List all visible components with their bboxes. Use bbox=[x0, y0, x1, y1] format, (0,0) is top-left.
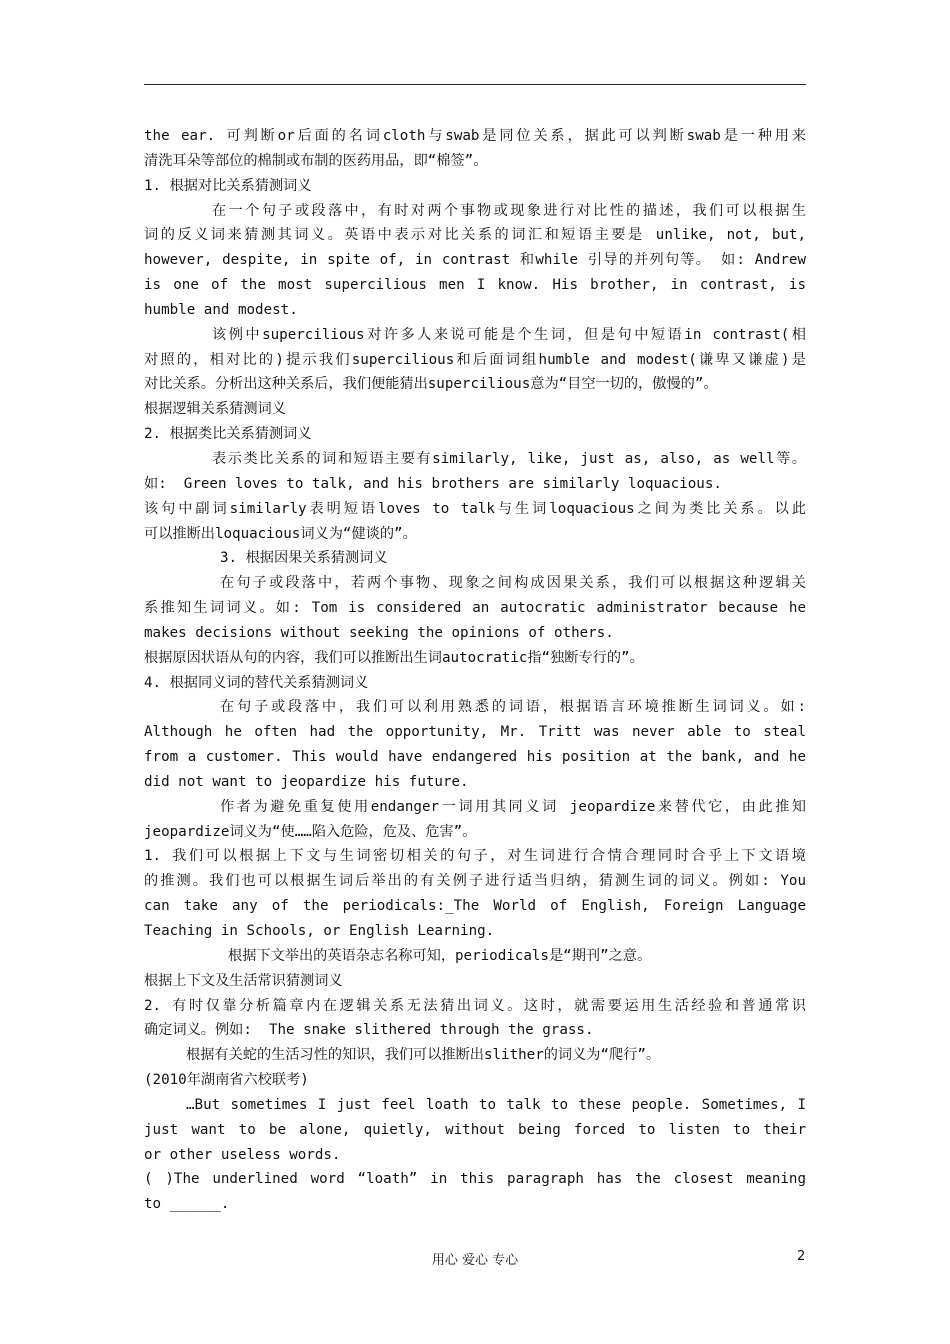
text-line: 该例中supercilious对许多人来说可能是个生词，但是句中短语in contrast(相 bbox=[212, 326, 806, 343]
text-line: 如: Green loves to talk, and his brothers are similarly loquacious. bbox=[144, 475, 722, 492]
text-line: from a customer. This would have endangered his position at the bank, and he bbox=[144, 749, 806, 766]
text-line: 1. 根据对比关系猜测词义 bbox=[144, 177, 312, 194]
text-line: however, despite, in spite of, in contrast 和while 引导的并列句等。 如: Andrew bbox=[144, 252, 806, 269]
text-line: 根据有关蛇的生活习性的知识，我们可以推断出slither的词义为“爬行”。 bbox=[186, 1047, 661, 1064]
text-line: 2. 有时仅靠分析篇章内在逻辑关系无法猜出词义。这时，就需要运用生活经验和普通常识 bbox=[144, 997, 806, 1014]
text-line: 确定词义。例如: The snake slithered through the grass. bbox=[144, 1022, 594, 1039]
text-line: (2010年湖南省六校联考) bbox=[144, 1072, 309, 1089]
text-line: Although he often had the opportunity, Mr. Tritt was never able to steal bbox=[144, 724, 806, 741]
text-line: did not want to jeopardize his future. bbox=[144, 773, 469, 790]
text-line: 作者为避免重复使用endanger一词用其同义词 jeopardize来替代它，由此推知 bbox=[220, 798, 806, 815]
text-line: jeopardize词义为“使……陷入危险，危及、危害”。 bbox=[144, 823, 477, 840]
text-line: 表示类比关系的词和短语主要有similarly, like, just as, also, as well等。 bbox=[212, 450, 806, 467]
text-line: 2. 根据类比关系猜测词义 bbox=[144, 426, 312, 443]
page-number: 2 bbox=[797, 1249, 806, 1264]
text-line: makes decisions without seeking the opinions of others. bbox=[144, 624, 614, 641]
text-line: is one of the most supercilious men I know. His brother, in contrast, is bbox=[144, 277, 806, 294]
text-line: to ______. bbox=[144, 1196, 230, 1213]
text-line: 对比关系。分析出这种关系后，我们便能猜出supercilious意为“目空一切的，傲慢的”。 bbox=[144, 376, 718, 393]
text-line: Teaching in Schools, or English Learning. bbox=[144, 923, 495, 939]
text-line: or other useless words. bbox=[144, 1146, 341, 1163]
text-line: 根据原因状语从句的内容，我们可以推断出生词autocratic指“独断专行的”。 bbox=[144, 649, 644, 666]
text-line: 在句子或段落中，若两个事物、现象之间构成因果关系，我们可以根据这种逻辑关 bbox=[220, 575, 806, 592]
text-line: 3. 根据因果关系猜测词义 bbox=[220, 550, 388, 567]
text-line: 的推测。我们也可以根据生词后举出的有关例子进行适当归纳，猜测生词的词义。例如: You bbox=[144, 873, 806, 890]
text-line: ( )The underlined word “loath” in this paragraph has the closest meaning bbox=[144, 1171, 806, 1188]
text-line: 根据上下文及生活常识猜测词义 bbox=[144, 972, 343, 989]
footer-text: 用心 爱心 专心 bbox=[431, 1253, 519, 1268]
text-line: can take any of the periodicals:_The World of English, Foreign Language bbox=[144, 898, 806, 915]
text-line: 可以推断出loquacious词义为“健谈的”。 bbox=[144, 525, 417, 542]
text-line: 4. 根据同义词的替代关系猜测词义 bbox=[144, 674, 369, 691]
text-line: …But sometimes I just feel loath to talk to these people. Sometimes, I bbox=[186, 1096, 806, 1113]
text-line: 清洗耳朵等部位的棉制或布制的医药用品，即“棉签”。 bbox=[144, 152, 488, 169]
text-line: 根据逻辑关系猜测词义 bbox=[144, 401, 286, 418]
text-line: 对照的，相对比的)提示我们supercilious和后面词组humble and modest(谦卑又谦虚)是 bbox=[144, 351, 806, 368]
document-body bbox=[144, 124, 806, 1217]
header-rule bbox=[144, 84, 806, 85]
text-line: 在一个句子或段落中，有时对两个事物或现象进行对比性的描述，我们可以根据生 bbox=[212, 202, 806, 219]
text-line: the ear. 可判断or后面的名词cloth与swab是同位关系，据此可以判断swab是一种用来 bbox=[144, 128, 806, 144]
text-line: 系推知生词词义。如: Tom is considered an autocratic administrator because he bbox=[144, 600, 806, 617]
text-line: just want to be alone, quietly, without being forced to listen to their bbox=[144, 1121, 806, 1138]
text-line: 1. 我们可以根据上下文与生词密切相关的句子，对生词进行合情合理同时合乎上下文语境 bbox=[144, 848, 806, 865]
text-line: 词的反义词来猜测其词义。英语中表示对比关系的词汇和短语主要是 unlike, not, but, bbox=[144, 227, 806, 244]
text-line: 根据下文举出的英语杂志名称可知，periodicals是“期刊”之意。 bbox=[228, 947, 652, 964]
text-line: humble and modest. bbox=[144, 301, 298, 318]
text-line: 在句子或段落中，我们可以利用熟悉的词语，根据语言环境推断生词词义。如: bbox=[220, 699, 806, 716]
text-line: 该句中副词similarly表明短语loves to talk与生词loquacious之间为类比关系。以此 bbox=[144, 500, 806, 517]
